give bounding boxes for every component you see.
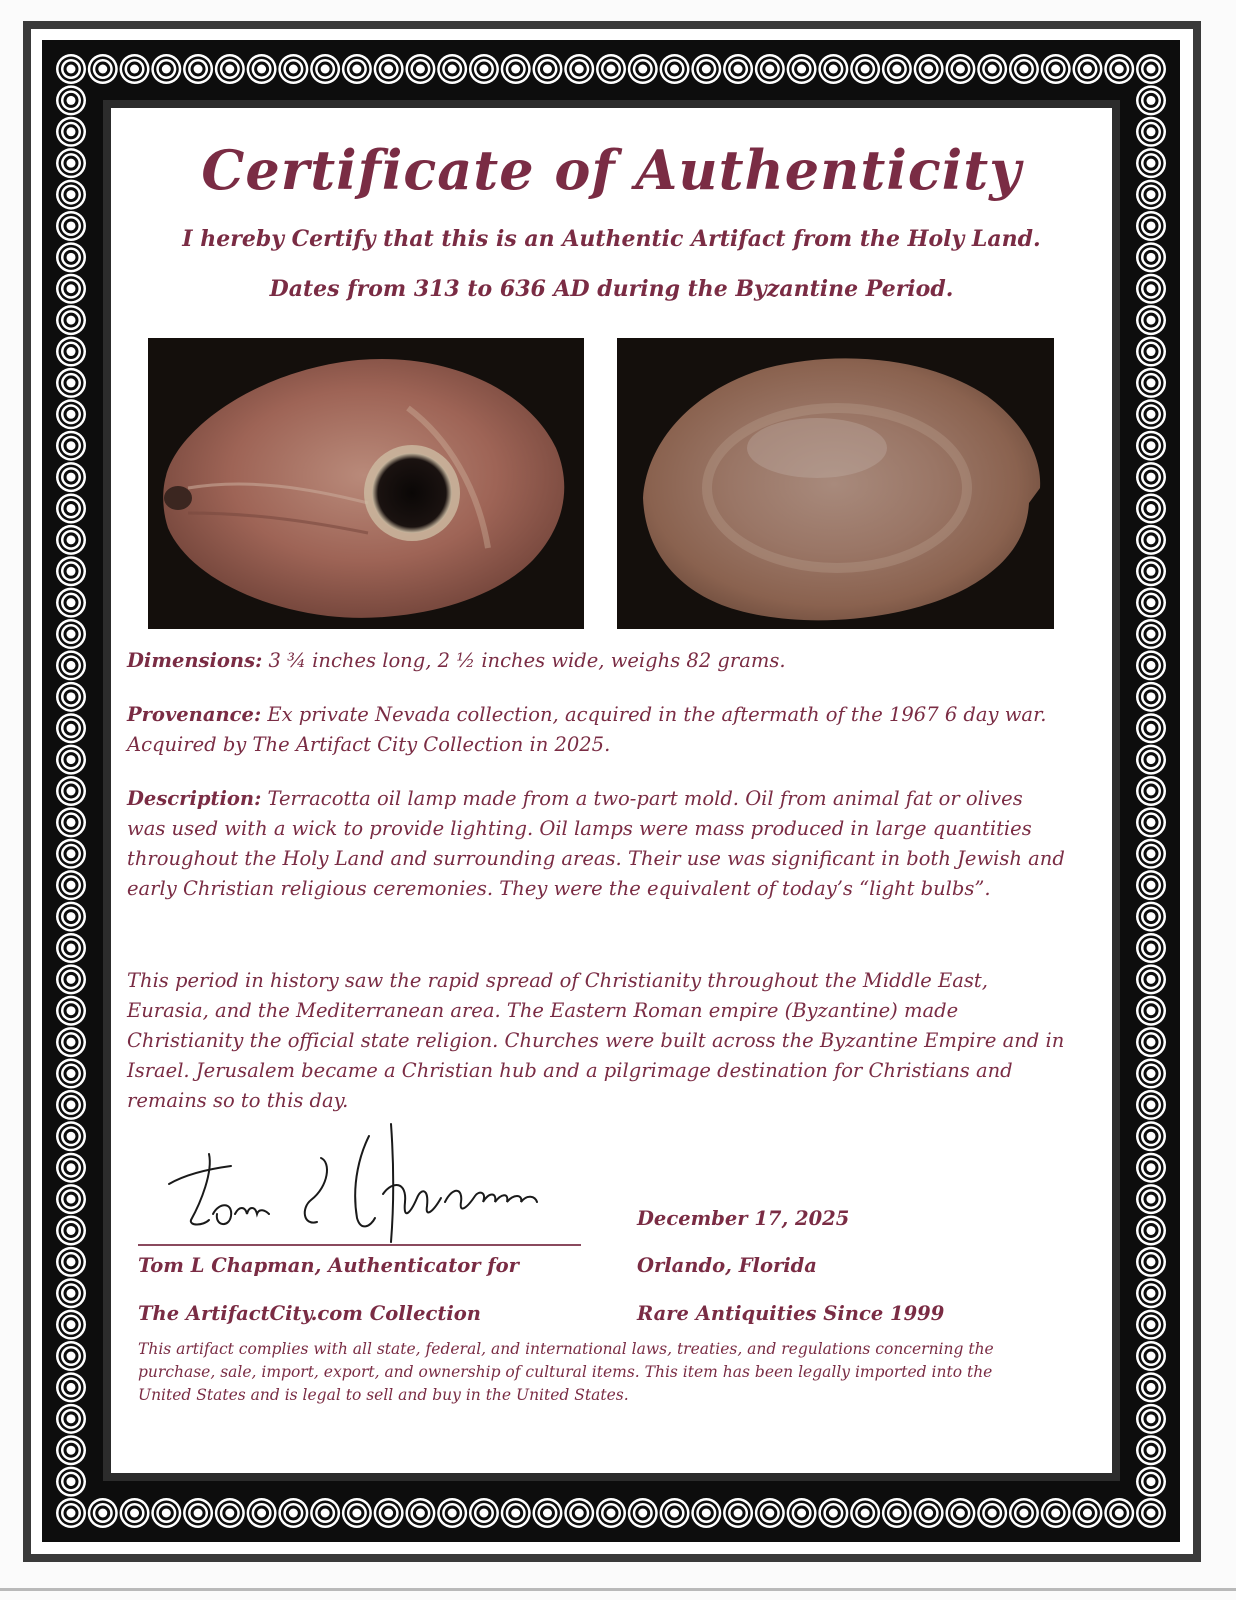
description-label: Description: bbox=[127, 787, 262, 810]
certificate-content bbox=[111, 108, 1112, 1473]
signature-line bbox=[138, 1244, 581, 1246]
oil-lamp-bottom-photo bbox=[617, 338, 1054, 629]
history-paragraph: This period in history saw the rapid spread of Christianity throughout the Middle East, Eurasia, and the Mediterranean area. The Eastern Roman empire (Byzantine) made Christianity the official state religion. Churches were built across the Byzantine Empire and in Israel. Jerusalem became a Christian hub and a pilgrimage destination for Christians and remains so to this day. bbox=[127, 969, 1065, 1112]
legal-compliance-notice: This artifact complies with all state, federal, and international laws, treaties, and regulations concerning the purchase, sale, import, export, and ownership of cultural items. This item has been legally imported into the United States and is legal to sell and buy in the United States. bbox=[138, 1340, 994, 1404]
period-statement: Dates from 313 to 636 AD during the Byzantine Period. bbox=[269, 276, 954, 302]
dimensions-value: 3 ¾ inches long, 2 ½ inches wide, weighs 82 grams. bbox=[262, 649, 786, 672]
certification-statement: I hereby Certify that this is an Authentic Artifact from the Holy Land. bbox=[182, 226, 1041, 252]
provenance-label: Provenance: bbox=[127, 703, 262, 726]
certificate-title: Certificate of Authenticity bbox=[201, 138, 1022, 202]
provenance-value: Ex private Nevada collection, acquired in the aftermath of the 1967 6 day war. Acquired by The Artifact City Collection in 2025. bbox=[127, 703, 1047, 756]
dimensions-paragraph bbox=[127, 646, 1067, 676]
handwritten-signature-icon bbox=[161, 1122, 581, 1247]
certificate-date: December 17, 2025 bbox=[637, 1207, 850, 1230]
description-paragraph bbox=[127, 784, 1067, 904]
description-value: Terracotta oil lamp made from a two-part mold. Oil from animal fat or olives was used with a wick to provide lighting. Oil lamps were mass produced in large quantities throughout the Holy Land and surrounding areas. Their use was significant in both Jewish and early Christian religious ceremonies. They were the equivalent of today’s “light bulbs”. bbox=[127, 787, 1065, 900]
authenticator-name: Tom L Chapman, Authenticator for bbox=[138, 1254, 519, 1277]
company-tagline: Rare Antiquities Since 1999 bbox=[637, 1302, 945, 1325]
scan-page-edge bbox=[0, 1588, 1236, 1591]
dimensions-label: Dimensions: bbox=[127, 649, 263, 672]
oil-lamp-bottom-image-icon bbox=[617, 338, 1054, 629]
collection-name: The ArtifactCity.com Collection bbox=[138, 1302, 481, 1325]
provenance-paragraph bbox=[127, 700, 1067, 760]
oil-lamp-top-image-icon bbox=[148, 338, 584, 629]
oil-lamp-top-photo bbox=[148, 338, 584, 629]
signature-block bbox=[111, 1118, 1112, 1328]
certificate-location: Orlando, Florida bbox=[637, 1254, 817, 1277]
